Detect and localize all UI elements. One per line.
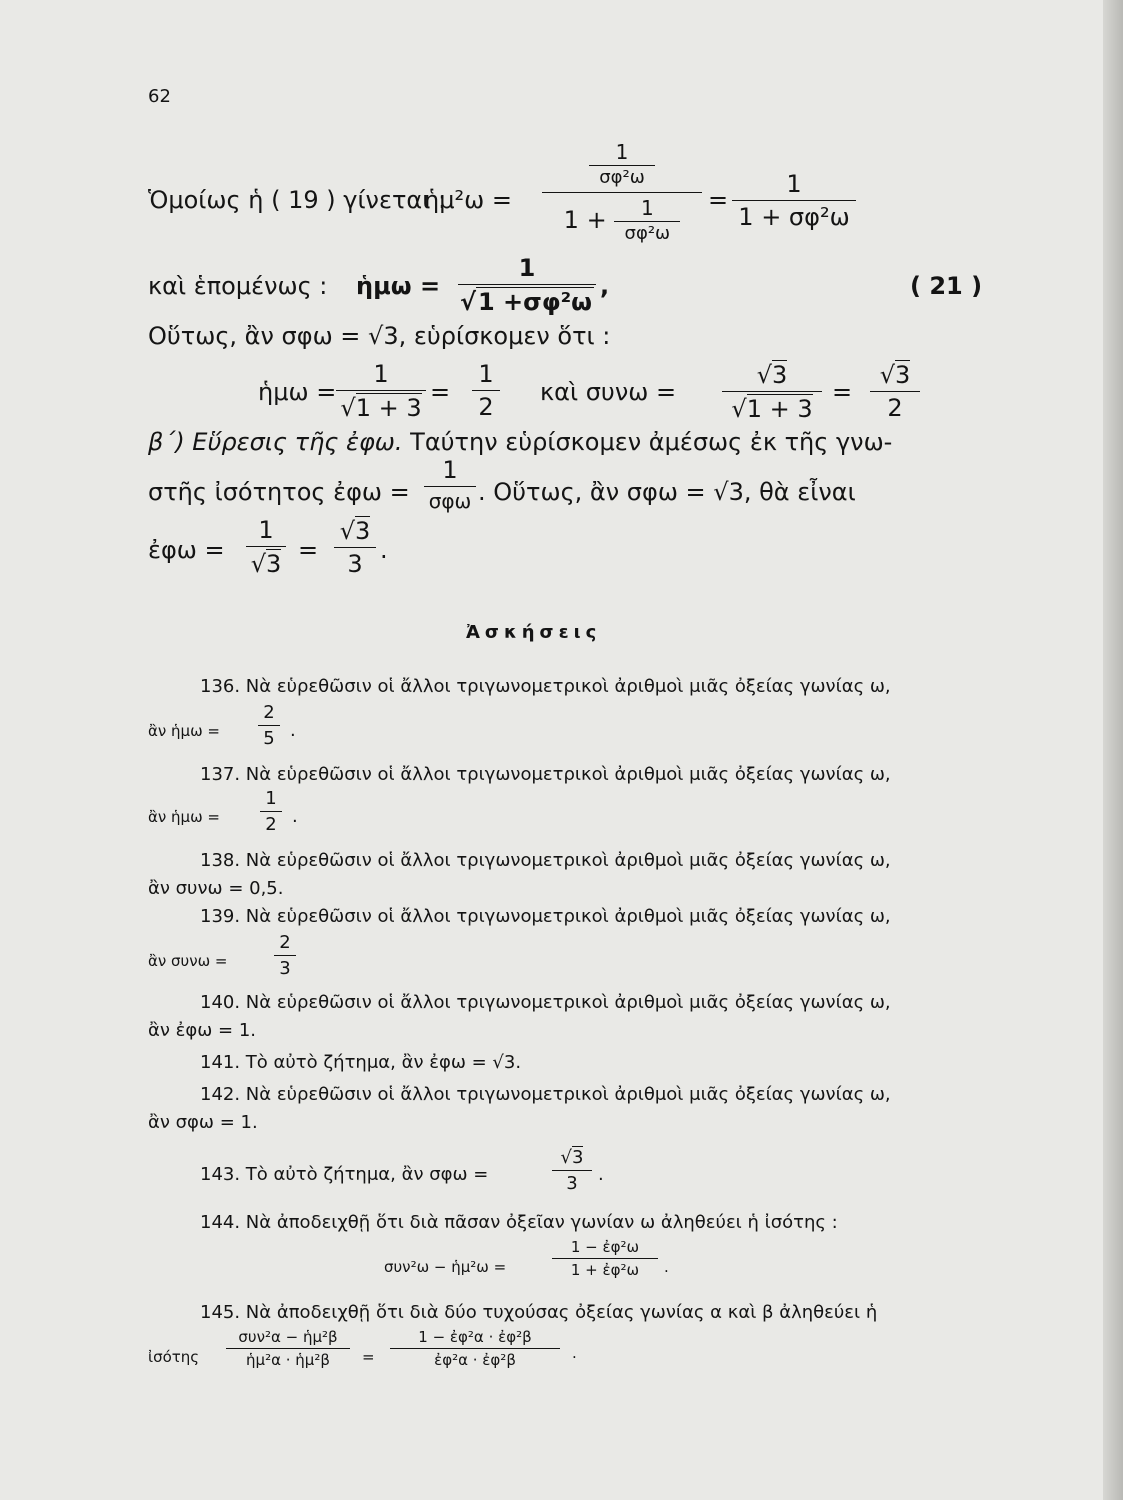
exercise-138-text: 138. Νὰ εὑρεθῶσιν οἱ ἄλλοι τριγωνομετρικοὶ ἀριθμοὶ μιᾶς ὀξείας γωνίας ω,	[200, 850, 891, 871]
efw-eq: =	[298, 536, 319, 564]
sqrt-icon: √	[339, 517, 355, 545]
exercise-139-frac	[274, 932, 296, 979]
eq19-result-fraction	[732, 170, 856, 231]
eq19-equals: =	[708, 186, 729, 214]
exercise-143-frac	[552, 1146, 592, 1194]
eq19-inner-num-one: 1	[615, 140, 629, 164]
exercise-144-lhs: συν²ω − ἡμ²ω =	[384, 1258, 507, 1276]
exercise-139-text: 139. Νὰ εὑρεθῶσιν οἱ ἄλλοι τριγωνομετρικοὶ ἀριθμοὶ μιᾶς ὀξείας γωνίας ω,	[200, 906, 891, 927]
para-b-title: β΄) Εὕρεσις τῆς ἐφω.	[148, 428, 403, 456]
exercise-136-den: 5	[263, 728, 275, 749]
para-b-frac	[424, 456, 476, 513]
exercise-145-text: 145. Νὰ ἀποδειχθῇ ὅτι διὰ δύο τυχούσας ὀξείας γωνίας α καὶ β ἀληθεύει ἡ	[200, 1302, 878, 1323]
para-b-line1-rest: Ταύτην εὑρίσκομεν ἀμέσως ἐκ τῆς γνω-	[410, 428, 893, 456]
exercise-144-text: 144. Νὰ ἀποδειχθῇ ὅτι διὰ πᾶσαν ὀξεῖαν γωνίαν ω ἀληθεύει ἡ ἰσότης :	[200, 1212, 838, 1233]
eq21-den	[458, 287, 596, 316]
sqrt-icon: √	[459, 288, 476, 316]
exercise-137-cond: ἂν ἡμω =	[148, 808, 220, 826]
efw-frac1	[246, 516, 286, 578]
exercise-144-end: .	[664, 1258, 669, 1276]
efw-frac1-num: 1	[258, 516, 274, 544]
res-frac1-den: 1 + 3	[355, 394, 422, 422]
para-b-frac-den: σφω	[428, 489, 472, 513]
eq19-lhs: ἡμ²ω =	[424, 186, 512, 214]
exercise-136-frac	[258, 702, 280, 749]
res-frac2	[722, 360, 822, 423]
exercise-145-end: .	[572, 1344, 577, 1362]
exercise-139-den: 3	[279, 958, 291, 979]
exercise-145-num1: συν²α − ἡμ²β	[238, 1328, 338, 1346]
sqrt-icon: √	[731, 395, 747, 423]
exercise-139-num: 2	[279, 932, 291, 953]
exercise-140-cond: ἂν ἐφω = 1.	[148, 1020, 257, 1041]
exercise-137-end: .	[292, 806, 298, 827]
sqrt-icon: √	[250, 550, 266, 578]
exercise-137-text: 137. Νὰ εὑρεθῶσιν οἱ ἄλλοι τριγωνομετρικοὶ ἀριθμοὶ μιᾶς ὀξείας γωνίας ω,	[200, 764, 891, 785]
eq19-intro: Ὁμοίως ἡ ( 19 ) γίνεται :	[148, 186, 447, 214]
exercise-140-text: 140. Νὰ εὑρεθῶσιν οἱ ἄλλοι τριγωνομετρικοὶ ἀριθμοὶ μιᾶς ὀξείας γωνίας ω,	[200, 992, 891, 1013]
line-outos: Οὕτως, ἂν σφω = √3, εὑρίσκομεν ὅτι :	[148, 322, 611, 350]
sqrt-icon: √	[756, 361, 772, 389]
para-b-line3a: ἐφω =	[148, 536, 225, 564]
res-frac1-num: 1	[373, 360, 389, 388]
res-frac1	[336, 360, 426, 422]
res-frac3	[870, 360, 920, 422]
exercise-136-text: 136. Νὰ εὑρεθῶσιν οἱ ἄλλοι τριγωνομετρικοὶ ἀριθμοὶ μιᾶς ὀξείας γωνίας ω,	[200, 676, 891, 697]
res-imw: ἡμω =	[258, 378, 337, 406]
exercise-137-num: 1	[265, 788, 277, 809]
eq19-den-frac-num: 1	[640, 196, 654, 220]
exercise-143-den: 3	[566, 1173, 578, 1194]
exercise-145-den1: ἡμ²α · ἡμ²β	[246, 1351, 330, 1369]
res-frac3-den: 2	[887, 394, 903, 422]
exercise-137-den: 2	[265, 814, 277, 835]
exercise-136-cond: ἂν ἡμω =	[148, 722, 220, 740]
efw-frac2-num: 3	[355, 517, 371, 545]
eq21-intro: καὶ ἑπομένως :	[148, 272, 328, 300]
eq21-fraction	[458, 254, 596, 316]
exercise-143-num: 3	[572, 1147, 584, 1168]
exercise-136-end: .	[290, 720, 296, 741]
sqrt-icon: √	[340, 394, 356, 422]
exercise-142-text: 142. Νὰ εὑρεθῶσιν οἱ ἄλλοι τριγωνομετρικοὶ ἀριθμοὶ μιᾶς ὀξείας γωνίας ω,	[200, 1084, 891, 1105]
eq21-label: ( 21 )	[910, 272, 983, 300]
res-half-den: 2	[478, 393, 494, 421]
eq19-inner-numerator	[542, 140, 702, 189]
para-b-frac-num: 1	[442, 456, 458, 484]
res-half	[472, 360, 500, 421]
exercise-145-frac1	[226, 1328, 350, 1369]
exercise-145-eq: =	[362, 1348, 375, 1366]
exercise-144-den: 1 + ἐφ²ω	[570, 1261, 640, 1279]
efw-frac2-den: 3	[347, 550, 363, 578]
page-number: 62	[148, 86, 171, 107]
para-b-line1	[148, 428, 892, 456]
eq21-comma: ,	[600, 272, 610, 300]
sqrt-icon: √	[560, 1147, 573, 1168]
eq19-denominator	[542, 196, 702, 244]
eq19-big-fraction	[542, 140, 702, 244]
exercise-137-frac	[260, 788, 282, 835]
res-eq1: =	[430, 378, 451, 406]
exercise-145-num2: 1 − ἐφ²α · ἐφ²β	[418, 1328, 532, 1346]
res-half-num: 1	[478, 360, 494, 388]
eq19-one-plus: 1 +	[563, 206, 607, 234]
para-b-line2b: . Οὕτως, ἂν σφω = √3, θὰ εἶναι	[478, 478, 856, 506]
exercises-heading: Ἀσκήσεις	[466, 622, 602, 643]
eq19-result-num: 1	[786, 170, 802, 198]
sqrt-icon: √	[879, 361, 895, 389]
eq19-den-frac-den: σφ²ω	[624, 223, 671, 244]
eq19-result-den: 1 + σφ²ω	[738, 203, 850, 231]
exercise-143-end: .	[598, 1164, 604, 1185]
exercise-145-den2: ἐφ²α · ἐφ²β	[434, 1351, 516, 1369]
res-frac3-num: 3	[895, 361, 911, 389]
exercise-139-cond: ἂν συνω =	[148, 952, 228, 970]
eq19-inner-num-den: σφ²ω	[599, 167, 645, 188]
exercise-138-cond: ἂν συνω = 0,5.	[148, 878, 284, 899]
eq21-lhs: ἡμω =	[356, 272, 441, 300]
eq21-rad-body: 1 +σφ²ω	[478, 288, 592, 316]
exercise-145-frac2	[390, 1328, 560, 1369]
efw-frac1-den: 3	[266, 550, 282, 578]
res-eq2: =	[832, 378, 853, 406]
page-edge-shadow	[1103, 0, 1123, 1500]
res-frac2-num: 3	[772, 361, 788, 389]
para-b-line2a: στῆς ἰσότητος ἐφω =	[148, 478, 410, 506]
exercise-144-num: 1 − ἐφ²ω	[570, 1238, 640, 1256]
exercise-136-num: 2	[263, 702, 275, 723]
res-kai-synw: καὶ συνω =	[540, 378, 677, 406]
eq21-num: 1	[518, 254, 536, 282]
efw-dot: .	[380, 536, 388, 564]
exercise-142-cond: ἂν σφω = 1.	[148, 1112, 258, 1133]
exercise-144-frac	[552, 1238, 658, 1279]
res-frac2-den: 1 + 3	[746, 395, 813, 423]
exercise-145-isotis: ἰσότης	[148, 1348, 200, 1366]
exercise-143-text: 143. Τὸ αὐτὸ ζήτημα, ἂν σφω =	[200, 1164, 489, 1185]
exercise-141-text: 141. Τὸ αὐτὸ ζήτημα, ἂν ἐφω = √3.	[200, 1052, 522, 1073]
efw-frac2	[334, 516, 376, 578]
